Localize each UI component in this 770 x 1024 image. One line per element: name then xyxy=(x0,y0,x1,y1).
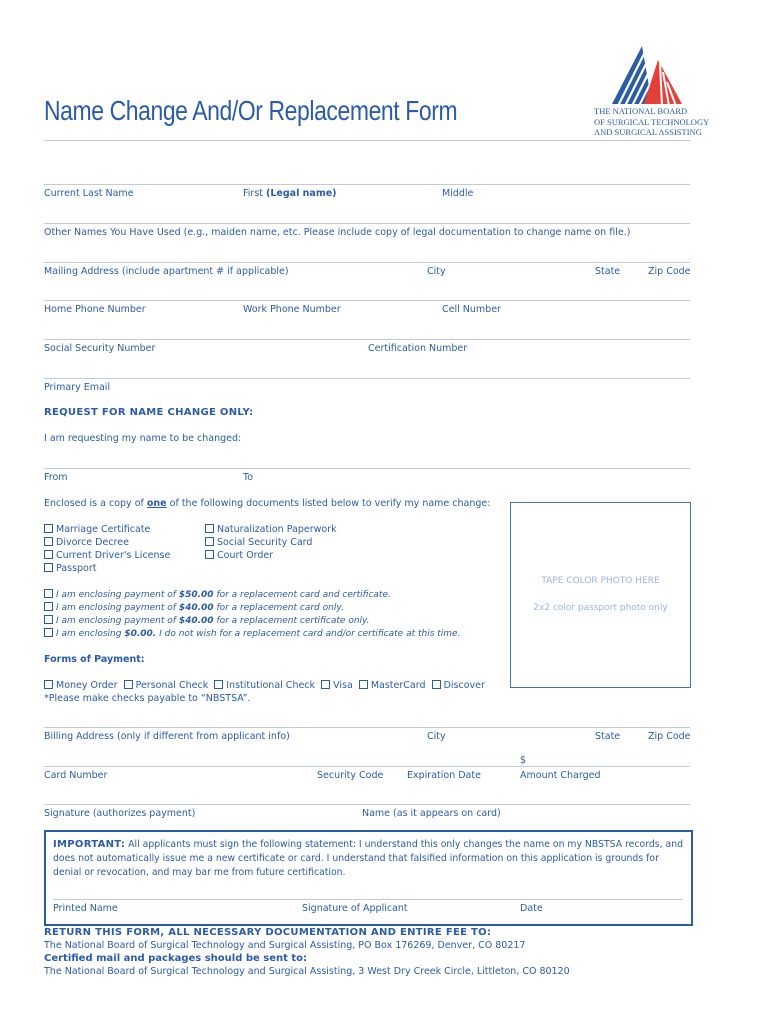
other-names-label: Other Names You Have Used (e.g., maiden name, etc. Please include copy of legal documentation to change name on file.) xyxy=(44,227,631,238)
to-label: To xyxy=(243,472,254,483)
certified-mail-heading: Certified mail and packages should be sent to: xyxy=(44,953,308,964)
checkbox-icon[interactable] xyxy=(205,524,214,533)
applicant-signature-label: Signature of Applicant xyxy=(302,903,408,914)
signature-payment-label: Signature (authorizes payment) xyxy=(44,808,196,819)
header-rule xyxy=(44,140,690,141)
page-title: Name Change And/Or Replacement Form xyxy=(44,95,458,126)
money-order-option[interactable]: Money Order xyxy=(44,680,118,691)
card-line[interactable] xyxy=(44,766,690,767)
amount-charged-label: Amount Charged xyxy=(520,770,601,781)
doc-naturalization[interactable]: Naturalization Paperwork xyxy=(205,524,337,535)
address-line[interactable] xyxy=(44,262,690,263)
return-heading: RETURN THIS FORM, ALL NECESSARY DOCUMENTATION AND ENTIRE FEE TO: xyxy=(44,927,492,938)
first-name-label: First (Legal name) xyxy=(243,188,337,199)
enclosed-text: Enclosed is a copy of one of the following documents listed below to verify my name change: xyxy=(44,498,491,509)
work-phone-label: Work Phone Number xyxy=(243,304,341,315)
discover-option[interactable]: Discover xyxy=(432,680,485,691)
name-change-heading: REQUEST FOR NAME CHANGE ONLY: xyxy=(44,407,254,418)
doc-marriage[interactable]: Marriage Certificate xyxy=(44,524,150,535)
home-phone-label: Home Phone Number xyxy=(44,304,146,315)
checkbox-icon[interactable] xyxy=(214,680,223,689)
important-statement: IMPORTANT: All applicants must sign the following statement: I understand this only changes the name on my NBSTSA records, and does not automatically issue me a new certificate or card. I understand that falsified information on this application is grounds for denial or revocation, and may bar me from future certification. xyxy=(53,839,684,878)
payable-note: *Please make checks payable to “NBSTSA”. xyxy=(44,693,251,704)
checkbox-icon[interactable] xyxy=(44,563,53,572)
last-name-label: Current Last Name xyxy=(44,188,134,199)
org-name-line3: AND SURGICAL ASSISTING xyxy=(594,127,702,137)
checkbox-icon[interactable] xyxy=(124,680,133,689)
ssn-line[interactable] xyxy=(44,339,690,340)
billing-address-line[interactable] xyxy=(44,727,690,728)
mailing-address-denver: The National Board of Surgical Technology and Surgical Assisting, PO Box 176269, Denver, CO 80217 xyxy=(44,940,526,951)
billing-city-label: City xyxy=(427,731,446,742)
checkbox-icon[interactable] xyxy=(44,615,53,624)
printed-name-label: Printed Name xyxy=(53,903,118,914)
forms-of-payment-heading: Forms of Payment: xyxy=(44,654,145,665)
doc-divorce[interactable]: Divorce Decree xyxy=(44,537,129,548)
checkbox-icon[interactable] xyxy=(44,550,53,559)
doc-court-order[interactable]: Court Order xyxy=(205,550,273,561)
requesting-text: I am requesting my name to be changed: xyxy=(44,433,242,444)
phone-line[interactable] xyxy=(44,300,690,301)
expiration-label: Expiration Date xyxy=(407,770,481,781)
signature-line[interactable] xyxy=(44,804,690,805)
checkbox-icon[interactable] xyxy=(44,628,53,637)
checkbox-icon[interactable] xyxy=(44,589,53,598)
visa-option[interactable]: Visa xyxy=(321,680,353,691)
billing-address-label: Billing Address (only if different from applicant info) xyxy=(44,731,290,742)
payment-option-4[interactable]: I am enclosing $0.00. I do not wish for a replacement card and/or certificate at this time. xyxy=(44,628,460,639)
org-name-line1: THE NATIONAL BOARD xyxy=(594,106,688,116)
personal-check-option[interactable]: Personal Check xyxy=(124,680,209,691)
institutional-check-option[interactable]: Institutional Check xyxy=(214,680,315,691)
city-label: City xyxy=(427,266,446,277)
checkbox-icon[interactable] xyxy=(321,680,330,689)
payment-option-3[interactable]: I am enclosing payment of $40.00 for a replacement certificate only. xyxy=(44,615,370,626)
cert-number-label: Certification Number xyxy=(368,343,468,354)
date-label: Date xyxy=(520,903,543,914)
security-code-label: Security Code xyxy=(317,770,384,781)
email-label: Primary Email xyxy=(44,382,111,393)
checkbox-icon[interactable] xyxy=(432,680,441,689)
zip-label: Zip Code xyxy=(648,266,691,277)
from-to-line[interactable] xyxy=(44,468,690,469)
mailing-address-label: Mailing Address (include apartment # if applicable) xyxy=(44,266,289,277)
mastercard-option[interactable]: MasterCard xyxy=(359,680,426,691)
name-on-card-label: Name (as it appears on card) xyxy=(362,808,501,819)
cell-phone-label: Cell Number xyxy=(442,304,501,315)
checkbox-icon[interactable] xyxy=(205,550,214,559)
state-label: State xyxy=(595,266,621,277)
from-label: From xyxy=(44,472,68,483)
middle-name-label: Middle xyxy=(442,188,474,199)
photo-box xyxy=(510,502,691,688)
payment-option-1[interactable]: I am enclosing payment of $50.00 for a replacement card and certificate. xyxy=(44,589,391,600)
payment-option-2[interactable]: I am enclosing payment of $40.00 for a replacement card only. xyxy=(44,602,344,613)
checkbox-icon[interactable] xyxy=(44,602,53,611)
ssn-label: Social Security Number xyxy=(44,343,156,354)
mailing-address-littleton: The National Board of Surgical Technology and Surgical Assisting, 3 West Dry Creek Circle, Littleton, CO 80120 xyxy=(44,966,570,977)
checkbox-icon[interactable] xyxy=(205,537,214,546)
card-number-label: Card Number xyxy=(44,770,108,781)
doc-ss-card[interactable]: Social Security Card xyxy=(205,537,312,548)
checkbox-icon[interactable] xyxy=(359,680,368,689)
photo-sublabel: 2x2 color passport photo only xyxy=(533,603,668,613)
dollar-sign: $ xyxy=(520,755,527,766)
applicant-signature-line[interactable] xyxy=(53,899,683,900)
billing-zip-label: Zip Code xyxy=(648,731,691,742)
email-line[interactable] xyxy=(44,378,690,379)
name-input-line[interactable] xyxy=(44,184,690,185)
checkbox-icon[interactable] xyxy=(44,680,53,689)
org-name-line2: OF SURGICAL TECHNOLOGY xyxy=(594,117,710,127)
doc-license[interactable]: Current Driver's License xyxy=(44,550,170,561)
checkbox-icon[interactable] xyxy=(44,524,53,533)
checkbox-icon[interactable] xyxy=(44,537,53,546)
triangle-stripes-logo xyxy=(612,46,682,104)
photo-label: TAPE COLOR PHOTO HERE xyxy=(541,576,660,586)
payment-method-options xyxy=(44,680,485,691)
doc-passport[interactable]: Passport xyxy=(44,563,97,574)
billing-state-label: State xyxy=(595,731,621,742)
other-names-line[interactable] xyxy=(44,223,690,224)
